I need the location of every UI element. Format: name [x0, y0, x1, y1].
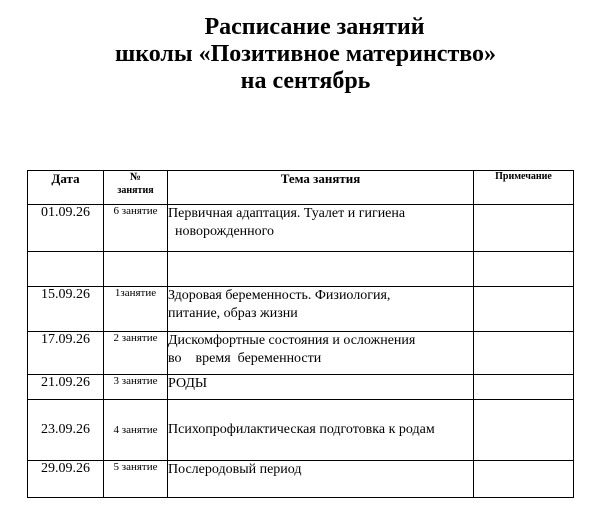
cell-number: 2 занятие [104, 332, 168, 375]
table-row [28, 461, 574, 498]
header-date: Дата [28, 171, 104, 205]
topic-line-1: Дискомфортные состояния и осложнения [168, 333, 416, 348]
cell-topic [168, 332, 474, 375]
cell-number: 3 занятие [104, 375, 168, 400]
table-row [28, 205, 574, 252]
cell-note [474, 375, 574, 400]
cell-topic [168, 205, 474, 252]
cell-topic [168, 287, 474, 332]
cell-note [474, 205, 574, 252]
cell-date: 23.09.26 [28, 400, 104, 461]
topic-line-1: Первичная адаптация. Туалет и гигиена [168, 206, 406, 221]
topic-line-2: новорожденного [175, 224, 275, 239]
cell-note [474, 252, 574, 287]
table-row [28, 287, 574, 332]
title-line-3: на сентябрь [240, 68, 371, 94]
cell-topic: Послеродовый период [168, 461, 474, 498]
topic-line-2: питание, образ жизни [168, 306, 298, 321]
table-row [28, 375, 574, 400]
header-number-sub: занятия [117, 185, 154, 196]
header-number [104, 171, 168, 205]
header-row [28, 171, 574, 205]
topic-line-1: Здоровая беременность. Физиология, [168, 288, 391, 303]
cell-number [104, 252, 168, 287]
table-row [28, 252, 574, 287]
cell-note [474, 400, 574, 461]
cell-date: 29.09.26 [28, 461, 104, 498]
cell-date [28, 252, 104, 287]
header-topic: Тема занятия [168, 171, 474, 205]
cell-topic: РОДЫ [168, 375, 474, 400]
table-row [28, 400, 574, 461]
cell-number: 6 занятие [104, 205, 168, 252]
table-row [28, 332, 574, 375]
header-note: Примечание [474, 171, 574, 205]
topic-line-2: во время беременности [168, 351, 322, 366]
cell-note [474, 332, 574, 375]
title-line-2: школы «Позитивное материнство» [114, 41, 497, 67]
cell-note [474, 287, 574, 332]
schedule-table [27, 170, 574, 498]
cell-topic [168, 252, 474, 287]
cell-number: 4 занятие [104, 400, 168, 461]
title-line-1: Расписание занятий [204, 14, 425, 40]
cell-topic: Психопрофилактическая подготовка к родам [168, 400, 474, 461]
cell-note [474, 461, 574, 498]
cell-date: 21.09.26 [28, 375, 104, 400]
cell-number: 5 занятие [104, 461, 168, 498]
header-number-symbol: № [129, 171, 142, 183]
cell-number: 1занятие [104, 287, 168, 332]
document-title [0, 14, 611, 95]
cell-date: 15.09.26 [28, 287, 104, 332]
cell-date: 17.09.26 [28, 332, 104, 375]
cell-date: 01.09.26 [28, 205, 104, 252]
